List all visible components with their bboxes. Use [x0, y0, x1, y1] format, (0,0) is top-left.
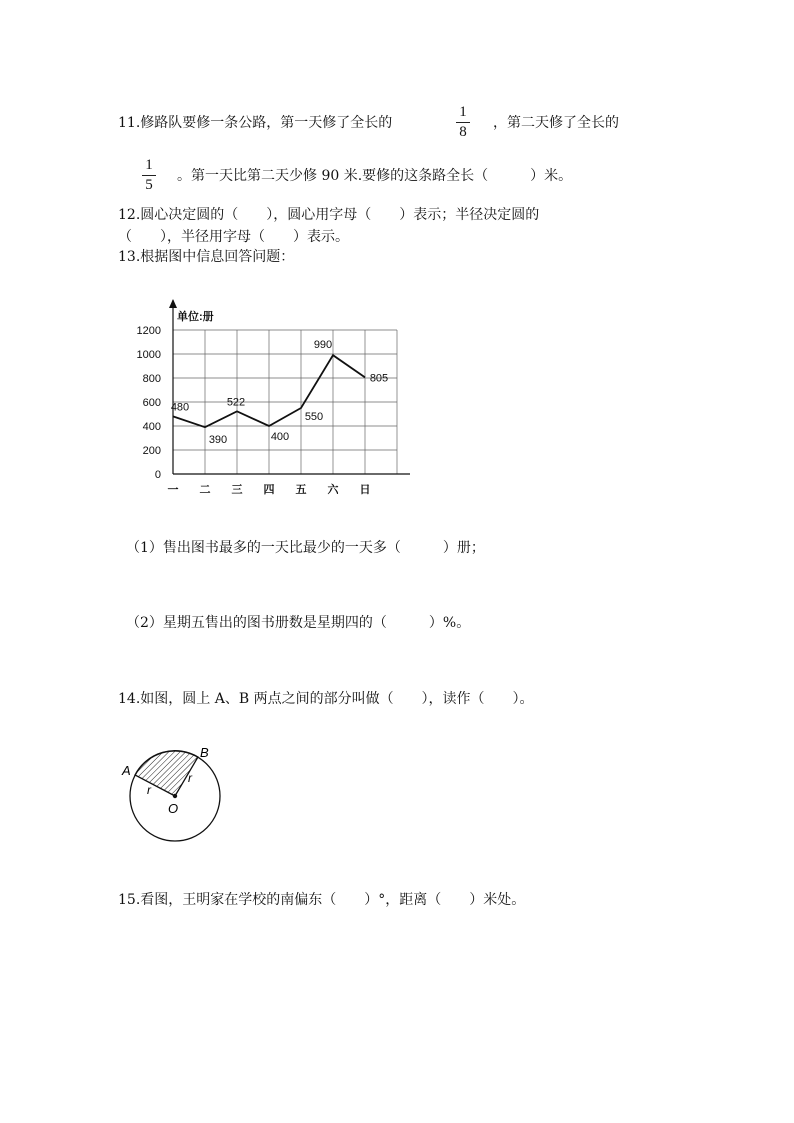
fraction-numerator: 1	[459, 104, 467, 120]
y-tick-label: 1200	[136, 325, 161, 337]
fraction-numerator: 1	[145, 157, 153, 173]
data-label: 522	[226, 396, 246, 409]
y-tick-labels	[137, 325, 161, 481]
y-tick-label: 800	[142, 373, 161, 385]
fraction-denominator: 5	[145, 177, 153, 193]
q11-fraction-one-eighth	[456, 104, 470, 141]
q13-sub2: （2）星期五售出的图书册数是星期四的（ ）%。	[126, 615, 471, 631]
y-tick-label: 200	[142, 445, 161, 457]
data-label: 805	[369, 372, 389, 385]
q12-line2: （ ），半径用字母（ ）表示。	[118, 229, 349, 245]
x-tick-label: 四	[263, 484, 275, 496]
data-label: 550	[304, 411, 324, 423]
circle-sector-figure	[118, 740, 228, 850]
fraction-bar	[456, 122, 470, 123]
q15-text: 15.看图，王明家在学校的南偏东（ ）°，距离（ ）米处。	[118, 892, 526, 908]
y-tick-label: 600	[142, 397, 161, 409]
x-tick-label: 二	[199, 484, 211, 496]
data-label: 390	[208, 434, 228, 447]
x-tick-labels	[168, 482, 371, 496]
fraction-denominator: 8	[459, 124, 467, 140]
center-point	[173, 794, 177, 798]
data-label: 480	[170, 401, 190, 414]
book-sales-line-chart	[120, 290, 410, 505]
x-tick-label: 六	[327, 484, 339, 496]
data-label: 400	[270, 431, 290, 443]
q13-sub1: （1）售出图书最多的一天比最少的一天多（ ）册；	[126, 540, 485, 556]
q11-line1-a: 11.修路队要修一条公路，第一天修了全长的	[118, 115, 393, 131]
q11-fraction-one-fifth	[142, 157, 156, 194]
q14-text: 14.如图，圆上 A、B 两点之间的部分叫做（ ），读作（ ）。	[118, 691, 534, 707]
y-tick-label: 400	[142, 421, 161, 433]
q11-line1-b: ，第二天修了全长的	[493, 115, 619, 131]
label-a: A	[122, 763, 131, 778]
y-tick-label: 0	[154, 469, 161, 481]
label-o: O	[168, 801, 179, 816]
data-labels	[171, 339, 388, 446]
y-tick-label: 1000	[136, 349, 161, 361]
label-b: B	[200, 745, 209, 760]
label-r-left: r	[147, 783, 151, 797]
fraction-bar	[142, 175, 156, 176]
label-r-right: r	[188, 771, 192, 785]
q11-line2: 。第一天比第二天少修 90 米.要修的这条路全长（ ）米。	[177, 168, 573, 184]
x-tick-label: 五	[295, 484, 307, 496]
chart-grid	[170, 330, 397, 474]
q12-line1: 12.圆心决定圆的（ ），圆心用字母（ ）表示；半径决定圆的	[118, 207, 540, 223]
y-axis-arrow	[169, 299, 177, 308]
data-label: 990	[313, 339, 333, 352]
x-tick-label: 日	[359, 484, 371, 496]
x-tick-label: 三	[231, 484, 243, 496]
x-tick-label: 一	[167, 484, 179, 496]
unit-label: 单位:册	[177, 311, 214, 323]
q13-title: 13.根据图中信息回答问题：	[118, 249, 295, 265]
